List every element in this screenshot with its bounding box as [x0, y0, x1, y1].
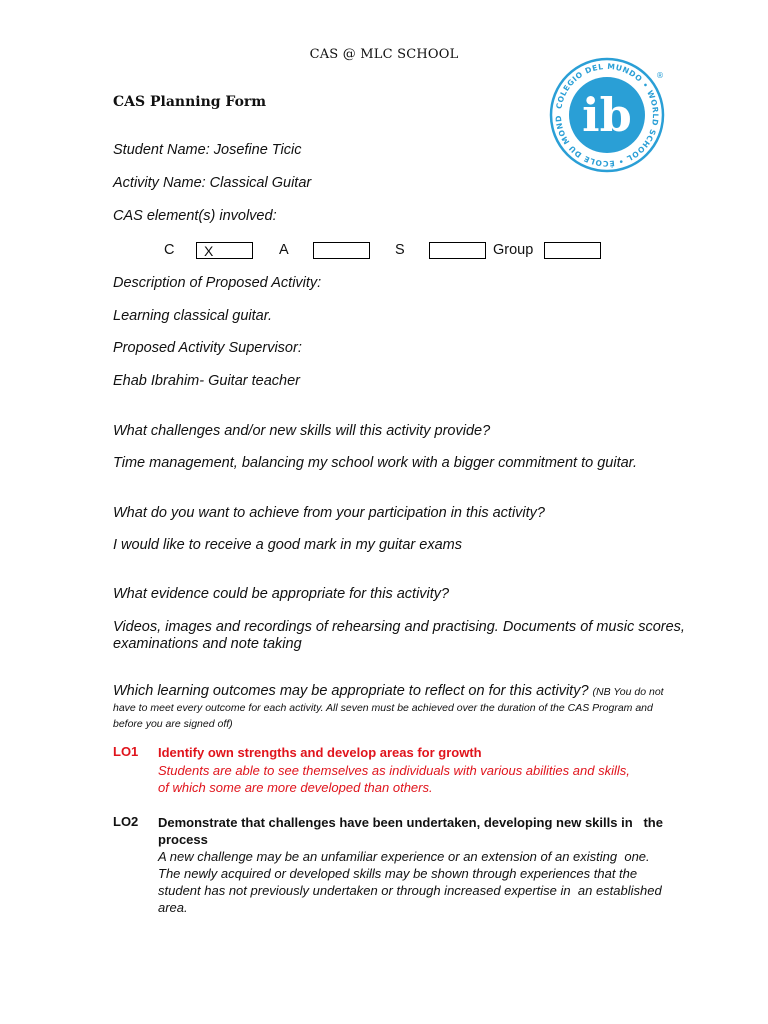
element-c-label: C [164, 242, 175, 258]
outcomes-note: (NB You do not have to meet every outcome for each activity. All seven must be achieved over the duration of the CAS Program and before you are signed off) [113, 686, 664, 730]
answer-achieve: I would like to receive a good mark in my guitar exams [113, 537, 462, 553]
element-group-label: Group [493, 242, 534, 258]
learning-outcomes-question [113, 684, 673, 732]
lo2-desc-line4: area. [158, 900, 188, 915]
logo-ring-text: COLEGIO DEL MUNDO • WORLD SCHOOL • ÉCOLE DU MOND [553, 61, 661, 169]
answer-challenges: Time management, balancing my school work with a bigger commitment to guitar. [113, 455, 637, 471]
elements-label: CAS element(s) involved: [113, 208, 277, 224]
ib-logo [548, 56, 666, 174]
lo1-title: Identify own strengths and develop areas for growth [158, 745, 482, 760]
supervisor-label: Proposed Activity Supervisor: [113, 340, 302, 356]
activity-name: Activity Name: Classical Guitar [113, 175, 312, 191]
question-challenges: What challenges and/or new skills will this activity provide? [113, 423, 491, 439]
logo-mark: ib [582, 88, 632, 142]
answer-evidence-line2: examinations and note taking [113, 636, 302, 652]
supervisor-value: Ehab Ibrahim- Guitar teacher [113, 373, 300, 389]
student-name: Student Name: Josefine Ticic [113, 142, 302, 158]
description-value: Learning classical guitar. [113, 308, 273, 324]
question-evidence: What evidence could be appropriate for this activity? [113, 586, 450, 602]
cas-elements-row [113, 241, 633, 263]
element-a-box[interactable] [313, 242, 370, 259]
lo2-title-line2: process [158, 832, 208, 847]
lo2-desc-line3: student has not previously undertaken or through increased expertise in an established [158, 883, 662, 898]
element-c-box[interactable]: X [196, 242, 253, 259]
outcomes-question-text: Which learning outcomes may be appropriate to reflect on for this activity? [113, 683, 589, 699]
lo1-desc-line1: Students are able to see themselves as individuals with various abilities and skills, [158, 763, 630, 778]
element-s-label: S [395, 242, 405, 258]
lo1-desc-line2: of which some are more developed than others. [158, 780, 433, 795]
description-label: Description of Proposed Activity: [113, 275, 322, 291]
lo1-code: LO1 [113, 744, 139, 759]
element-a-label: A [279, 242, 289, 258]
answer-evidence-line1: Videos, images and recordings of rehearsing and practising. Documents of music scores, [113, 619, 685, 635]
question-achieve: What do you want to achieve from your participation in this activity? [113, 505, 545, 521]
page-header: CAS @ MLC SCHOOL [309, 47, 459, 62]
element-group-box[interactable] [544, 242, 601, 259]
registered-mark: ® [656, 71, 664, 80]
form-title: CAS Planning Form [113, 94, 267, 110]
element-s-box[interactable] [429, 242, 486, 259]
lo2-code: LO2 [113, 814, 139, 829]
lo2-desc-line2: The newly acquired or developed skills may be shown through experiences that the [158, 866, 638, 881]
lo2-title-line1: Demonstrate that challenges have been undertaken, developing new skills in the [158, 815, 663, 830]
lo2-desc-line1: A new challenge may be an unfamiliar experience or an extension of an existing one. [158, 849, 650, 864]
